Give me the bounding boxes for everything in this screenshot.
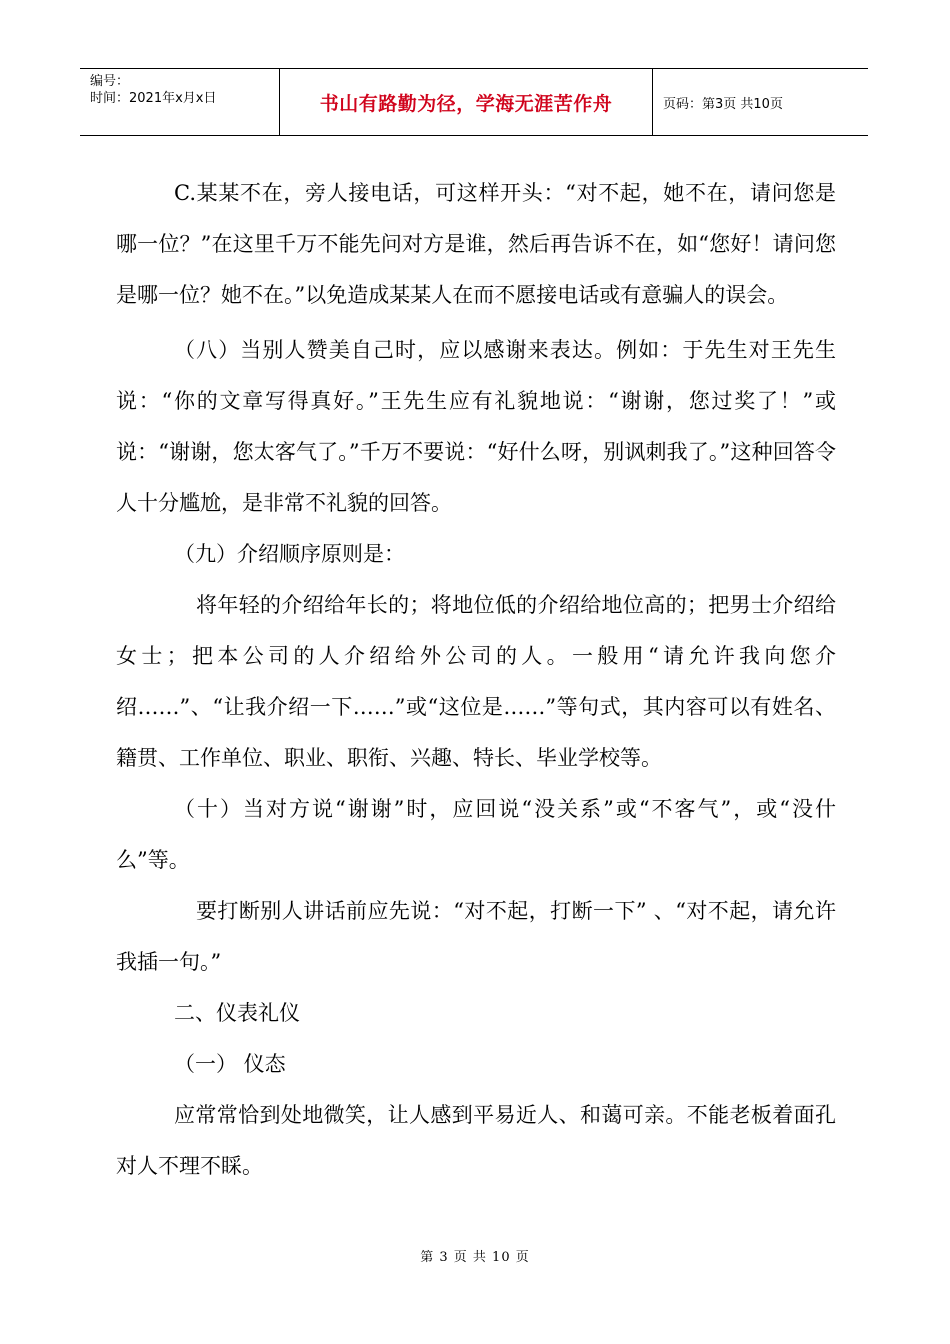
page-header-table [80, 68, 868, 136]
page-footer: 第 3 页 共 10 页 [420, 1250, 530, 1265]
subsection-heading-posture: （一） 仪态 [174, 1052, 286, 1076]
header-meta-cell [80, 69, 280, 135]
paragraph-thanks-reply: （十）当对方说“谢谢”时，应回说“没关系”或“不客气”，或“没什么”等。 [116, 797, 836, 872]
section-heading-appearance: 二、仪表礼仪 [174, 1001, 300, 1025]
paragraph-intro-heading: （九）介绍顺序原则是： [174, 542, 405, 566]
paragraph-interrupt: 要打断别人讲话前应先说：“对不起，打断一下” 、“对不起，请允许我插一句。” [116, 899, 836, 974]
header-number-label: 编号： [90, 74, 130, 89]
header-time-label: 时间：2021年x月x日 [90, 91, 217, 106]
paragraph-phone-absent: C.某某不在，旁人接电话，可这样开头：“对不起，她不在，请问您是哪一位？”在这里千万不能先问对方是谁，然后再告诉不在，如“您好！请问您是哪一位？她不在。”以免造成某某人在而不愿接电话或有意骗人的误会。 [116, 181, 836, 307]
header-page-info: 页码：第3页 共10页 [663, 96, 783, 112]
body-text [116, 168, 836, 1192]
header-motto: 书山有路勤为径，学海无涯苦作舟 [280, 69, 653, 135]
paragraph-smile: 应常常恰到处地微笑，让人感到平易近人、和蔼可亲。不能老板着面孔对人不理不睬。 [116, 1103, 836, 1178]
paragraph-intro-order: 将年轻的介绍给年长的；将地位低的介绍给地位高的；把男士介绍给女士；把本公司的人介绍给外公司的人。一般用“请允许我向您介绍……”、“让我介绍一下……”或“这位是……”等句式，其内容可以有姓名、籍贯、工作单位、职业、职衔、兴趣、特长、毕业学校等。 [116, 593, 836, 770]
paragraph-praise-response: （八）当别人赞美自己时，应以感谢来表达。例如：于先生对王先生说：“你的文章写得真好。”王先生应有礼貌地说：“谢谢，您过奖了！”或说：“谢谢，您太客气了。”千万不要说：“好什么呀，别讽刺我了。”这种回答令人十分尴尬，是非常不礼貌的回答。 [116, 338, 836, 515]
